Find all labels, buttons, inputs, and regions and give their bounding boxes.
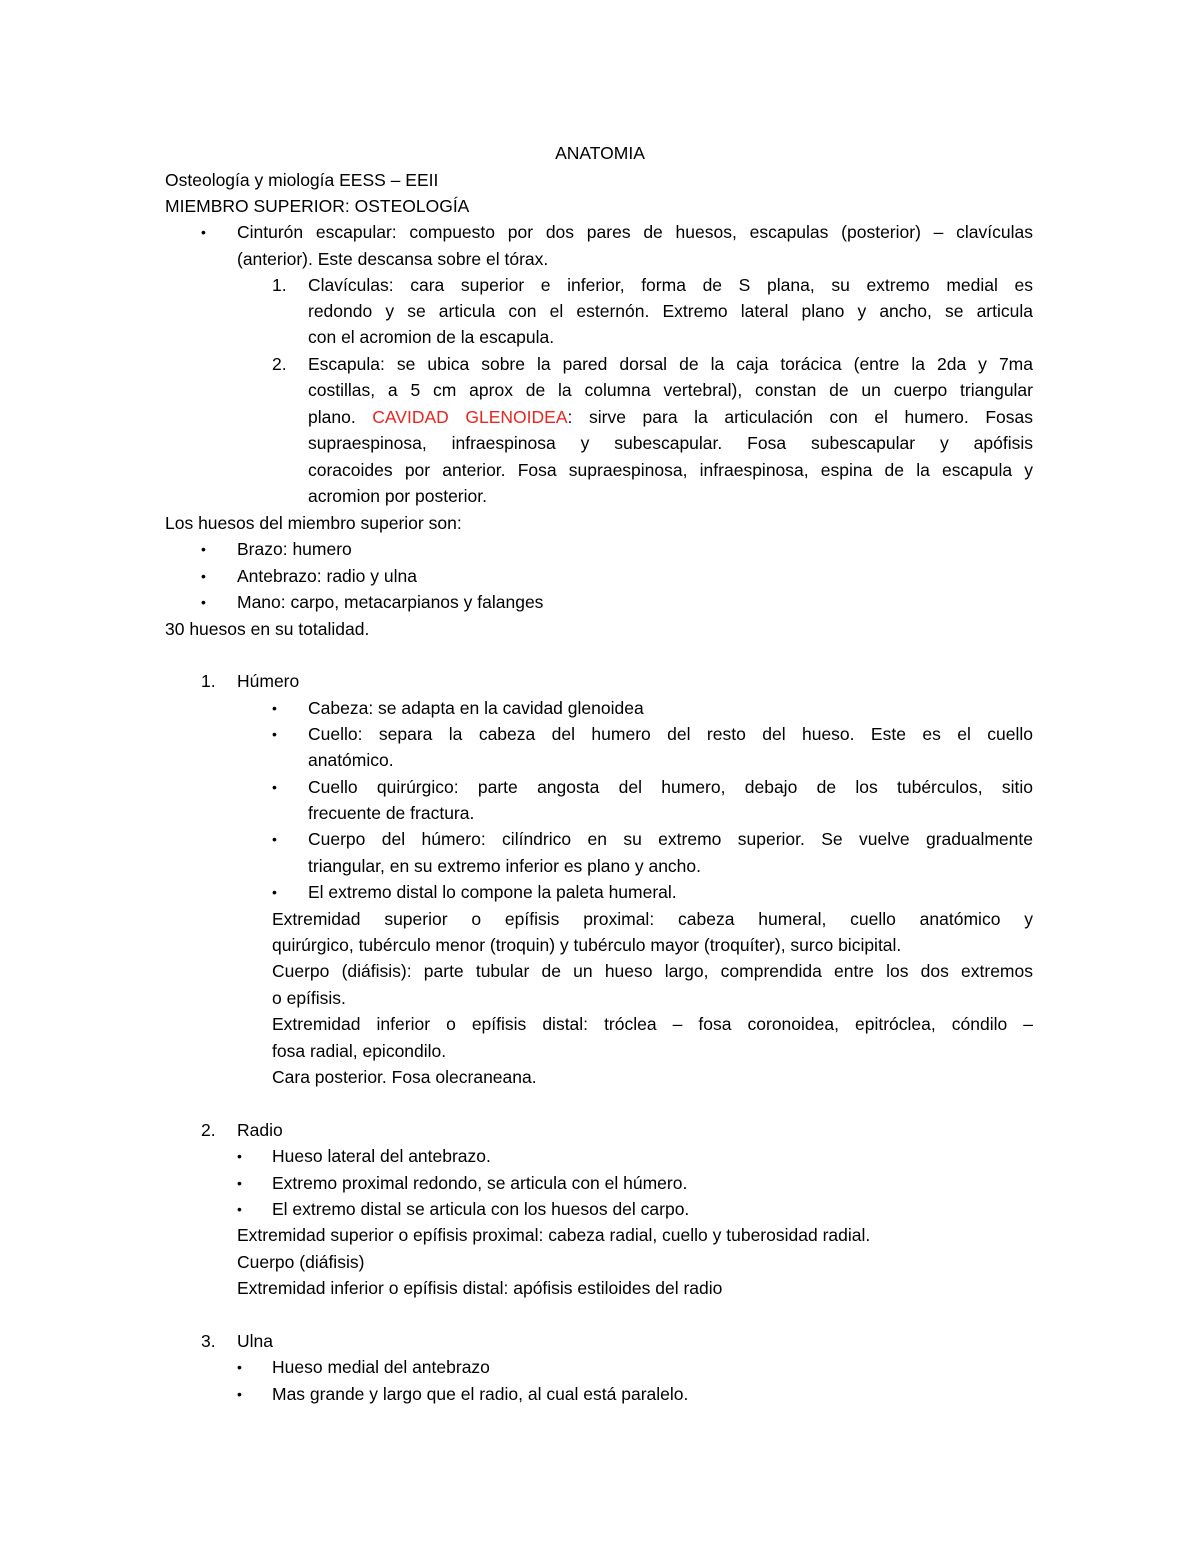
bullet-icon: • (237, 1359, 242, 1375)
paragraph-line (308, 404, 1033, 430)
bullet-icon: • (237, 1201, 242, 1217)
bullet-icon: • (272, 726, 277, 742)
bullet-icon: • (272, 700, 277, 716)
paragraph-line: Extremidad inferior o epífisis distal: tróclea – fosa coronoidea, epitróclea, cóndilo – (272, 1014, 1033, 1034)
highlight-term: CAVIDAD GLENOIDEA (372, 407, 568, 427)
paragraph-line: Cuerpo (diáfisis): parte tubular de un hueso largo, comprendida entre los dos extremos (272, 961, 1033, 981)
bullet-icon: • (272, 831, 277, 847)
list-item: anatómico. (308, 750, 394, 770)
bullet-icon: • (272, 779, 277, 795)
section-title: Húmero (237, 671, 300, 691)
list-item: Cabeza: se adapta en la cavidad glenoidea (308, 698, 644, 718)
paragraph-line: Los huesos del miembro superior son: (165, 513, 462, 533)
text-segment: : sirve para la articulación con el humero. Fosas (567, 407, 1033, 427)
bullet-icon: • (201, 224, 206, 240)
list-item: Mano: carpo, metacarpianos y falanges (237, 592, 544, 612)
bullet-icon: • (201, 541, 206, 557)
paragraph-line: 30 huesos en su totalidad. (165, 619, 370, 639)
list-number: 2. (201, 1120, 216, 1140)
bullet-icon: • (237, 1175, 242, 1191)
paragraph-line: Extremidad superior o epífisis proximal: cabeza humeral, cuello anatómico y (272, 909, 1033, 929)
list-item: Mas grande y largo que el radio, al cual está paralelo. (272, 1384, 689, 1404)
list-item: Antebrazo: radio y ulna (237, 566, 417, 586)
paragraph-line: acromion por posterior. (308, 486, 487, 506)
paragraph-line: Cuerpo (diáfisis) (237, 1252, 365, 1272)
list-number: 1. (201, 671, 216, 691)
list-item: Hueso medial del antebrazo (272, 1357, 490, 1377)
paragraph-line: fosa radial, epicondilo. (272, 1041, 447, 1061)
paragraph-line: quirúrgico, tubérculo menor (troquin) y tubérculo mayor (troquíter), surco bicipital. (272, 935, 902, 955)
list-item: El extremo distal se articula con los huesos del carpo. (272, 1199, 690, 1219)
bullet-icon: • (201, 594, 206, 610)
list-item: Hueso lateral del antebrazo. (272, 1146, 491, 1166)
paragraph-line: costillas, a 5 cm aprox de la columna vertebral), constan de un cuerpo triangular (308, 380, 1033, 400)
paragraph-line: Extremidad inferior o epífisis distal: apófisis estiloides del radio (237, 1278, 723, 1298)
paragraph-line: Cinturón escapular: compuesto por dos pares de huesos, escapulas (posterior) – clavículas (237, 222, 1033, 242)
bullet-icon: • (237, 1386, 242, 1402)
paragraph-line: con el acromion de la escapula. (308, 327, 555, 347)
paragraph-line: (anterior). Este descansa sobre el tórax. (237, 249, 549, 269)
list-item: Brazo: humero (237, 539, 352, 559)
document-subtitle: Osteología y miología EESS – EEII (165, 170, 439, 190)
document-title: ANATOMIA (555, 143, 645, 163)
paragraph-line: supraespinosa, infraespinosa y subescapular. Fosa subescapular y apófisis (308, 433, 1033, 453)
bullet-icon: • (201, 568, 206, 584)
bullet-icon: • (237, 1148, 242, 1164)
text-segment: plano. (308, 407, 356, 427)
paragraph-line: redondo y se articula con el esternón. Extremo lateral plano y ancho, se articula (308, 301, 1033, 321)
list-item: Extremo proximal redondo, se articula con el húmero. (272, 1173, 688, 1193)
paragraph-line: coracoides por anterior. Fosa supraespinosa, infraespinosa, espina de la escapula y (308, 460, 1033, 480)
section-heading: MIEMBRO SUPERIOR: OSTEOLOGÍA (165, 196, 470, 216)
list-item: triangular, en su extremo inferior es plano y ancho. (308, 856, 701, 876)
paragraph-line: o epífisis. (272, 988, 346, 1008)
list-number: 2. (272, 354, 287, 374)
list-item: El extremo distal lo compone la paleta humeral. (308, 882, 677, 902)
paragraph-line: Cara posterior. Fosa olecraneana. (272, 1067, 537, 1087)
list-item: Cuerpo del húmero: cilíndrico en su extremo superior. Se vuelve gradualmente (308, 829, 1033, 849)
list-item: frecuente de fractura. (308, 803, 475, 823)
list-item: Cuello quirúrgico: parte angosta del humero, debajo de los tubérculos, sitio (308, 777, 1033, 797)
paragraph-line: Clavículas: cara superior e inferior, forma de S plana, su extremo medial es (308, 275, 1033, 295)
section-title: Ulna (237, 1331, 273, 1351)
section-title: Radio (237, 1120, 283, 1140)
paragraph-line: Extremidad superior o epífisis proximal: cabeza radial, cuello y tuberosidad radial. (237, 1225, 871, 1245)
bullet-icon: • (272, 884, 277, 900)
paragraph-line: Escapula: se ubica sobre la pared dorsal de la caja torácica (entre la 2da y 7ma (308, 354, 1033, 374)
list-number: 3. (201, 1331, 216, 1351)
list-item: Cuello: separa la cabeza del humero del resto del hueso. Este es el cuello (308, 724, 1033, 744)
list-number: 1. (272, 275, 287, 295)
